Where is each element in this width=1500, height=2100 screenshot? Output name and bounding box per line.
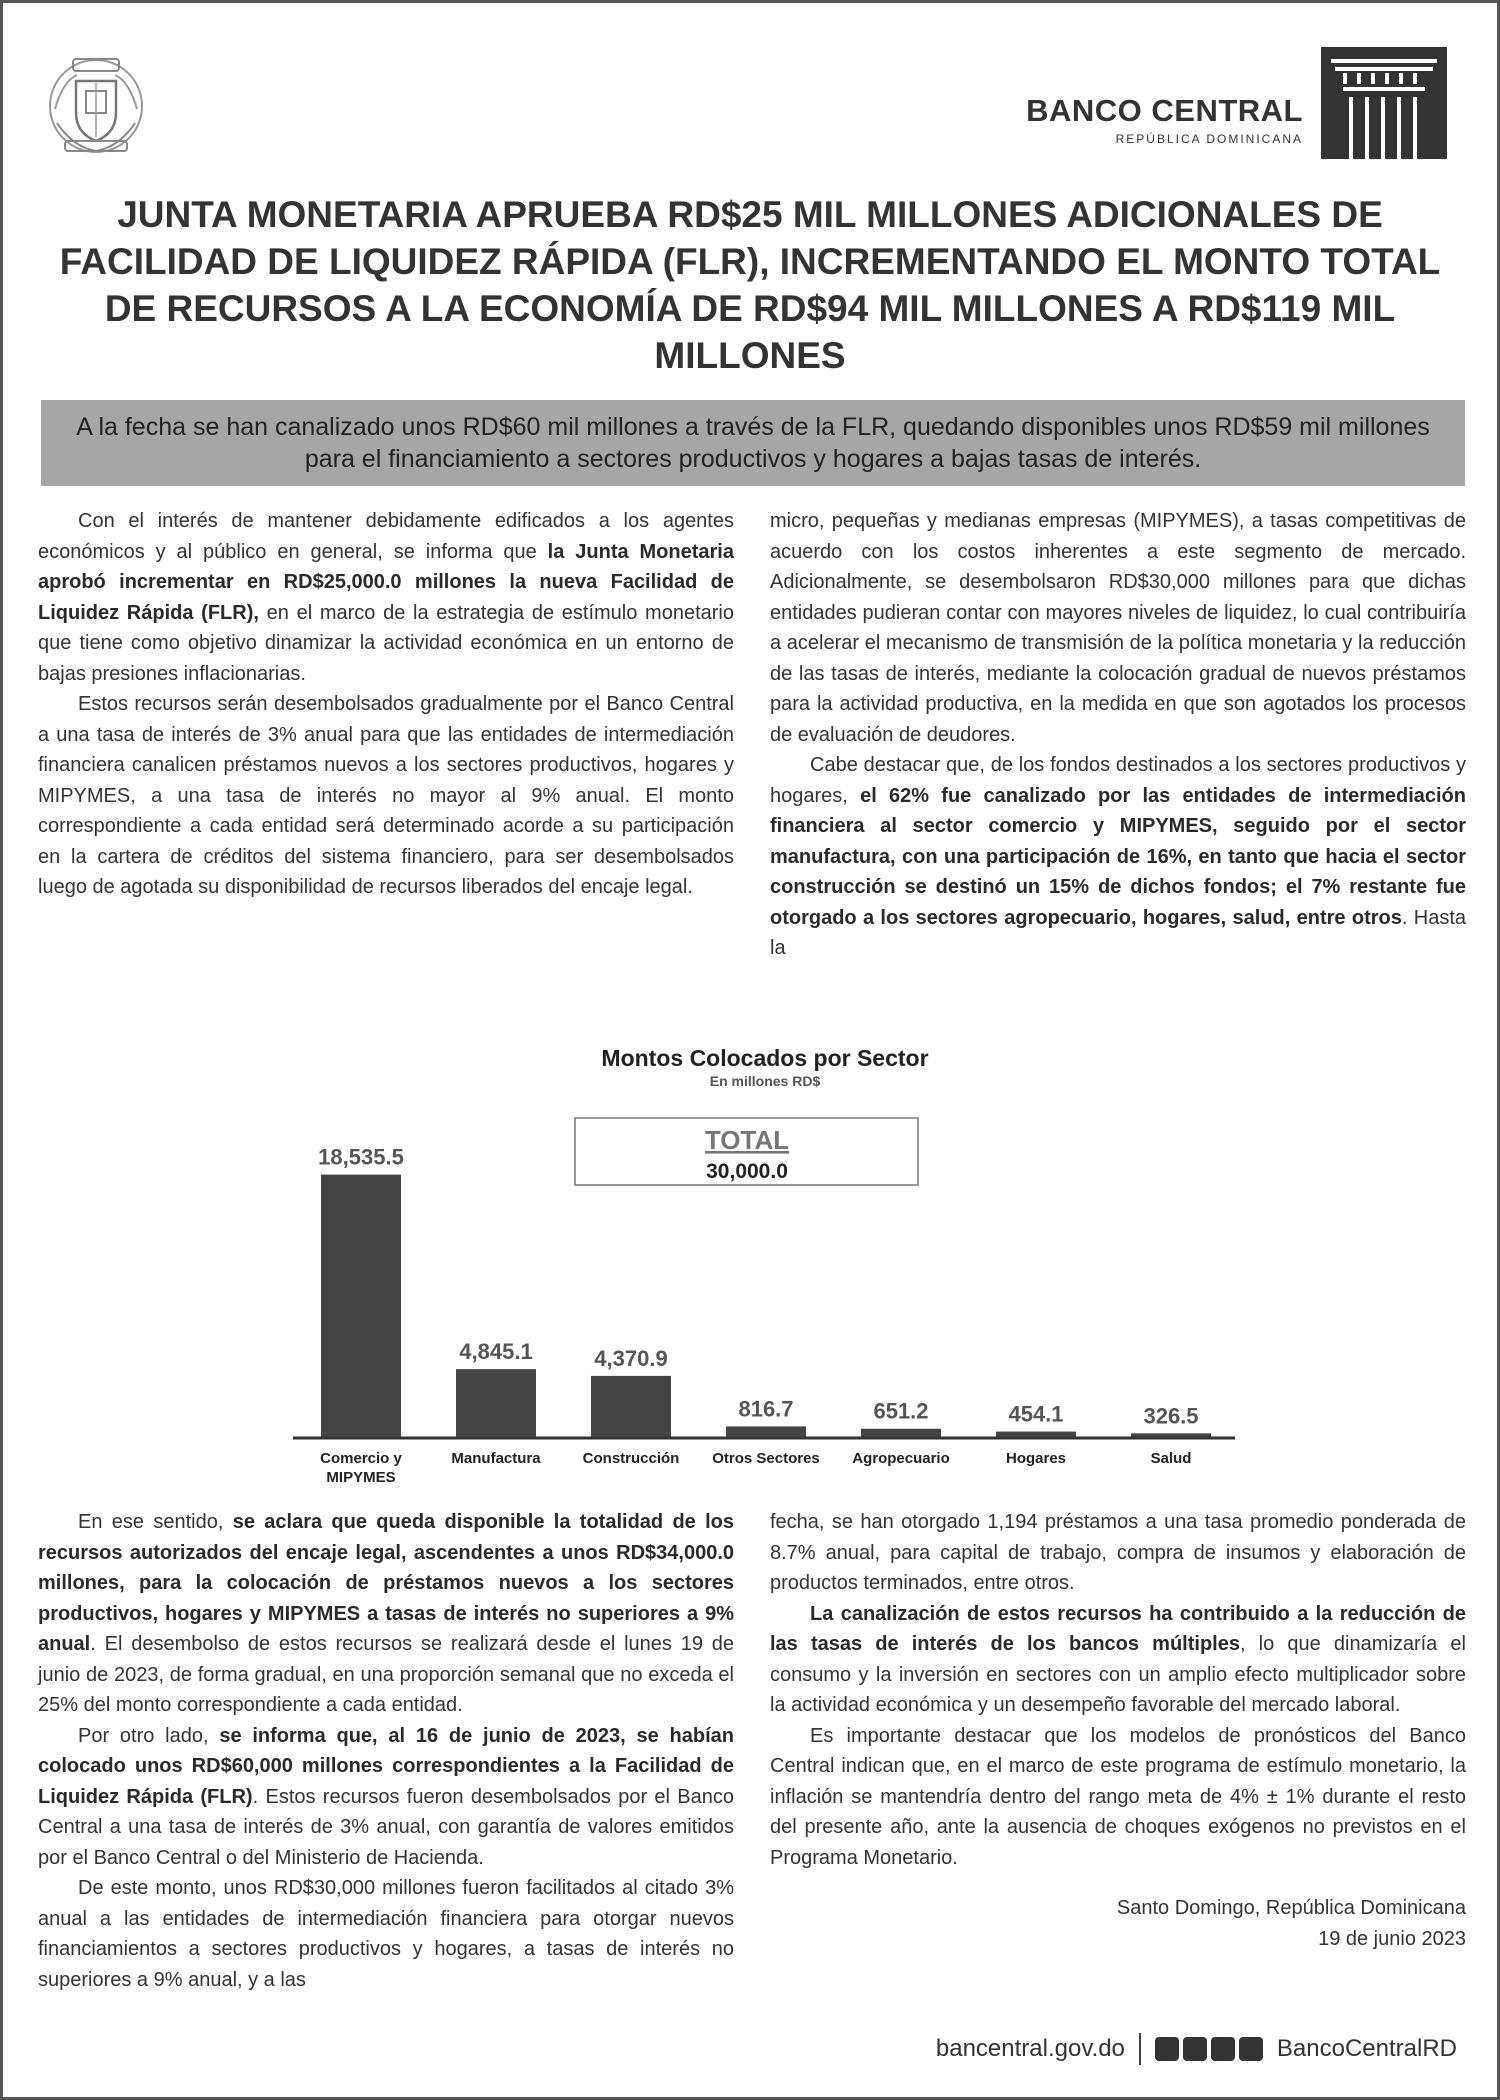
paragraph: Estos recursos serán desembolsados gradualmente por el Banco Central a una tasa de interés de 3% anual para que las entidades de intermediación financiera canalicen préstamos nuevos a los sectores productivos, hogares y MIPYMES, a una tasa de interés no mayor al 9% anual. El monto correspondiente a cada entidad será determinado acorde a su participación en la cartera de créditos del sistema financiero, para ser desembolsados luego de agotada su disponibilidad de recursos liberados del encaje legal. — [38, 693, 734, 898]
bank-building-icon — [1321, 47, 1447, 159]
social-handle[interactable]: BancoCentralRD — [1276, 2035, 1457, 2062]
facebook-icon[interactable] — [1183, 2037, 1207, 2061]
paragraph: Con el interés de mantener debidamente edificados a los agentes económicos y al público en general, se informa que la Junta Monetaria aprobó incrementar en RD$25,000.0 millones la nueva Facilidad de Liquidez Rápida (FLR), en el marco de la estrategia de estímulo monetario que tiene como objetivo dinamizar la actividad económica en un entorno de bajas presiones inflacionarias. — [38, 510, 734, 685]
bar-3 — [726, 1426, 806, 1438]
column-right-top — [770, 506, 1466, 964]
paragraph: La canalización de estos recursos ha contribuido a la reducción de las tasas de interés de los bancos múltiples, lo que dinamizaría el consumo y la inversión en sectores con un amplio efecto multiplicador sobre la actividad económica y un desempeño favorable del mercado laboral. — [770, 1602, 1466, 1716]
place: Santo Domingo, República Dominicana — [1116, 1897, 1466, 1919]
footer-divider — [1139, 2033, 1141, 2065]
paragraph: Es importante destacar que los modelos de pronósticos del Banco Central indican que, en el marco de este programa de estímulo monetario, la inflación se mantendría dentro del rango meta de 4% ± 1% durante el resto del presente año, ante la ausencia de choques exógenos no previstos en el Programa Monetario. — [770, 1724, 1466, 1869]
coat-of-arms-icon — [43, 51, 149, 157]
bank-brand — [1026, 47, 1447, 159]
data-label-3: 816.7 — [738, 1396, 794, 1422]
category-label-1: Manufactura — [451, 1450, 541, 1467]
total-label: TOTAL — [704, 1125, 790, 1155]
total-value: 30,000.0 — [706, 1160, 788, 1183]
paragraph: Por otro lado, se informa que, al 16 de junio de 2023, se habían colocado unos RD$60,000 millones correspondientes a la Facilidad de Liquidez Rápida (FLR). Estos recursos fueron desembolsados por el Banco Central a una tasa de interés de 3% anual, con garantía de valores emitidos por el Banco Central o del Ministerio de Hacienda. — [38, 1724, 735, 1869]
twitter-icon[interactable] — [1155, 2037, 1179, 2061]
sector-bar-chart — [3, 1038, 1500, 1498]
column-left-top — [38, 506, 734, 964]
bar-0 — [321, 1175, 401, 1438]
column-left-bottom — [38, 1507, 734, 1995]
bank-name: BANCO CENTRAL — [1026, 92, 1303, 128]
paragraph: micro, pequeñas y medianas empresas (MIPYMES), a tasas competitivas de acuerdo con los costos inherentes a este segmento de mercado. Adicionalmente, se desembolsaron RD$30,000 millones para que dichas entidades pudieran contar con mayores niveles de liquidez, lo cual contribuiría a acelerar el mecanismo de transmisión de la política monetaria y la reducción de las tasas de interés, mediante la colocación gradual de nuevos préstamos para la actividad productiva, en la medida en que son agotados los procesos de evaluación de deudores. — [770, 510, 1466, 746]
data-label-6: 326.5 — [1143, 1403, 1199, 1429]
bank-subtitle: REPÚBLICA DOMINICANA — [1115, 131, 1303, 146]
paragraph: De este monto, unos RD$30,000 millones fueron facilitados al citado 3% anual a las entidades de intermediación financiera para otorgar nuevos financiamientos a sectores productivos y hogares, a tasas de interés no superiores a 9% anual, y a las — [38, 1877, 734, 1991]
closing-block — [770, 1893, 1466, 1954]
data-label-1: 4,845.1 — [459, 1339, 533, 1365]
chart-bars — [318, 1145, 1211, 1486]
subheadline-banner: A la fecha se han canalizado unos RD$60 mil millones a través de la FLR, quedando disponibles unos RD$59 mil millones para el financiamiento a sectores productivos y hogares a bajas tasas de interés. — [41, 400, 1465, 486]
category-label-5: Hogares — [1005, 1450, 1067, 1467]
social-icons — [1155, 2037, 1263, 2061]
body-top — [38, 506, 1466, 964]
data-label-4: 651.2 — [873, 1398, 929, 1424]
paragraph: En ese sentido, se aclara que queda disponible la totalidad de los recursos autorizados del encaje legal, ascendentes a unos RD$34,000.0 millones, para la colocación de préstamos nuevos a los sectores productivos, hogares y MIPYMES a tasas de interés no superiores a 9% anual. El desembolso de estos recursos se realizará desde el lunes 19 de junio de 2023, de forma gradual, en una proporción semanal que no exceda el 25% del monto correspondiente a cada entidad. — [38, 1511, 734, 1716]
body-bottom — [38, 1507, 1466, 1995]
instagram-icon[interactable] — [1211, 2037, 1235, 2061]
chart-subtitle: En millones RD$ — [709, 1073, 821, 1089]
website-link[interactable]: bancentral.gov.do — [935, 2035, 1125, 2062]
column-right-bottom — [770, 1507, 1466, 1995]
data-label-2: 4,370.9 — [594, 1345, 668, 1371]
category-label-2: Construcción — [582, 1450, 680, 1467]
category-label-6: Salud — [1150, 1450, 1192, 1467]
bar-2 — [591, 1376, 671, 1438]
chart-title: Montos Colocados por Sector — [601, 1045, 929, 1071]
footer — [936, 2033, 1457, 2065]
date: 19 de junio 2023 — [1318, 1927, 1466, 1950]
category-label-0: Comercio y MIPYMES — [320, 1450, 402, 1486]
category-label-3: Otros Sectores — [712, 1450, 820, 1467]
data-label-5: 454.1 — [1008, 1401, 1064, 1427]
category-label-4: Agropecuario — [852, 1450, 950, 1467]
youtube-icon[interactable] — [1239, 2037, 1263, 2061]
bar-1 — [456, 1369, 536, 1438]
paragraph: Cabe destacar que, de los fondos destinados a los sectores productivos y hogares, el 62% fue canalizado por las entidades de intermediación financiera al sector comercio y MIPYMES, seguido por el sector manufactura, con una participación de 16%, en tanto que hacia el sector construcción se destinó un 15% de dichos fondos; el 7% restante fue otorgado a los sectores agropecuario, hogares, salud, entre otros. Hasta la — [770, 754, 1467, 959]
headline: JUNTA MONETARIA APRUEBA RD$25 MIL MILLONES ADICIONALES DE FACILIDAD DE LIQUIDEZ RÁPIDA (FLR), INCREMENTANDO EL MONTO TOTAL DE RECURSOS A LA ECONOMÍA DE RD$94 MIL MILLONES A RD$119 MIL MILLONES — [59, 194, 1441, 376]
data-label-0: 18,535.5 — [318, 1144, 404, 1170]
paragraph: fecha, se han otorgado 1,194 préstamos a una tasa promedio ponderada de 8.7% anual, para capital de trabajo, compra de insumos y elaboración de productos terminados, entre otros. — [770, 1511, 1466, 1594]
